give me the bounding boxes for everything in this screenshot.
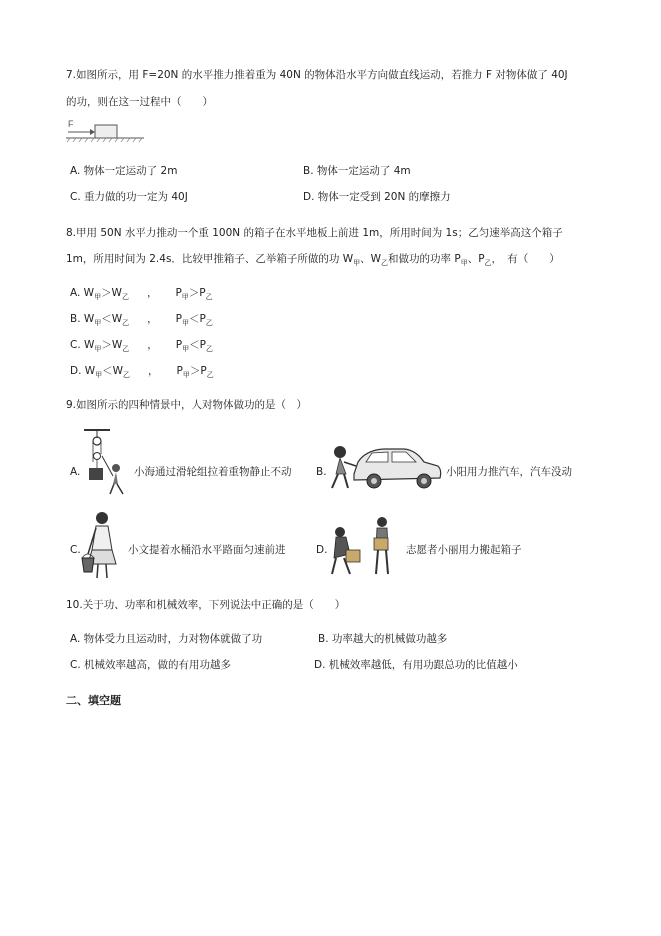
q9-option-d-text[interactable]: 志愿者小丽用力搬起箱子 (406, 544, 522, 556)
q7-stem-line2: 的功，则在这一过程中（ ） (66, 96, 213, 108)
q9-option-a-text[interactable]: 小海通过滑轮组拉着重物静止不动 (134, 466, 292, 478)
block-push-figure (66, 117, 146, 147)
q8-option-d[interactable]: D. $W_甲<W_乙$ ， $P_甲>P_乙$ (70, 365, 214, 379)
q8-option-b[interactable]: B. $W_甲<W_乙$ ， $P_甲<P_乙$ (70, 313, 213, 327)
q9-image-bucket (80, 510, 126, 580)
q7-option-b[interactable]: B. 物体一定运动了 4m (303, 165, 411, 177)
q7-stem-line1: 7.如图所示，用 F=20N 的水平推力推着重为 40N 的物体沿水平方向做直线运动，若推力 F 对物体做了 40J (66, 69, 568, 81)
q9-option-d-letter[interactable]: D. (316, 544, 328, 556)
lift-box-icon (326, 514, 402, 578)
q9-option-a-letter[interactable]: A. (70, 466, 81, 478)
q9-image-pulley (80, 428, 132, 496)
q8-option-c[interactable]: C. $W_甲>W_乙$ ， $P_甲<P_乙$ (70, 339, 213, 353)
bucket-girl-icon (80, 510, 126, 580)
q10-option-a[interactable]: A. 物体受力且运动时，力对物体就做了功 (70, 633, 263, 645)
section-title-fill-in: 二、填空题 (66, 694, 121, 707)
q10-option-d[interactable]: D. 机械效率越低，有用功跟总功的比值越小 (314, 659, 518, 671)
q7-option-c[interactable]: C. 重力做的功一定为 40J (70, 191, 188, 203)
q10-option-b[interactable]: B. 功率越大的机械做功越多 (318, 633, 448, 645)
pulley-icon (80, 428, 132, 496)
q10-option-c[interactable]: C. 机械效率越高，做的有用功越多 (70, 659, 232, 671)
car-push-icon (326, 436, 444, 496)
q8-option-a[interactable]: A. $W_甲>W_乙$ ， $P_甲>P_乙$ (70, 287, 213, 301)
q9-option-b-letter[interactable]: B. (316, 466, 327, 478)
q9-image-car (326, 436, 444, 496)
q9-stem: 9.如图所示的四种情景中，人对物体做功的是（ ） (66, 399, 308, 411)
q9-option-b-text[interactable]: 小阳用力推汽车，汽车没动 (446, 466, 572, 478)
q8-stem-line2: 1m，所用时间为 2.4s．比较甲推箱子、乙举箱子所做的功 $W_甲$、$W_乙$和做功的功率 $P_甲$、$P_乙$， 有（ ） (66, 253, 560, 267)
q9-option-c-text[interactable]: 小文提着水桶沿水平路面匀速前进 (128, 544, 286, 556)
q9-image-box (326, 514, 402, 578)
q7-option-a[interactable]: A. 物体一定运动了 2m (70, 165, 178, 177)
q8-stem-line1: 8.甲用 50N 水平力推动一个重 100N 的箱子在水平地板上前进 1m，所用时间为 1s；乙匀速举高这个箱子 (66, 227, 563, 239)
force-label: F (68, 119, 74, 129)
q7-figure (66, 117, 146, 147)
q10-stem: 10.关于功、功率和机械效率，下列说法中正确的是（ ） (66, 599, 346, 611)
q7-option-d[interactable]: D. 物体一定受到 20N 的摩擦力 (303, 191, 451, 203)
q9-option-c-letter[interactable]: C. (70, 544, 81, 556)
